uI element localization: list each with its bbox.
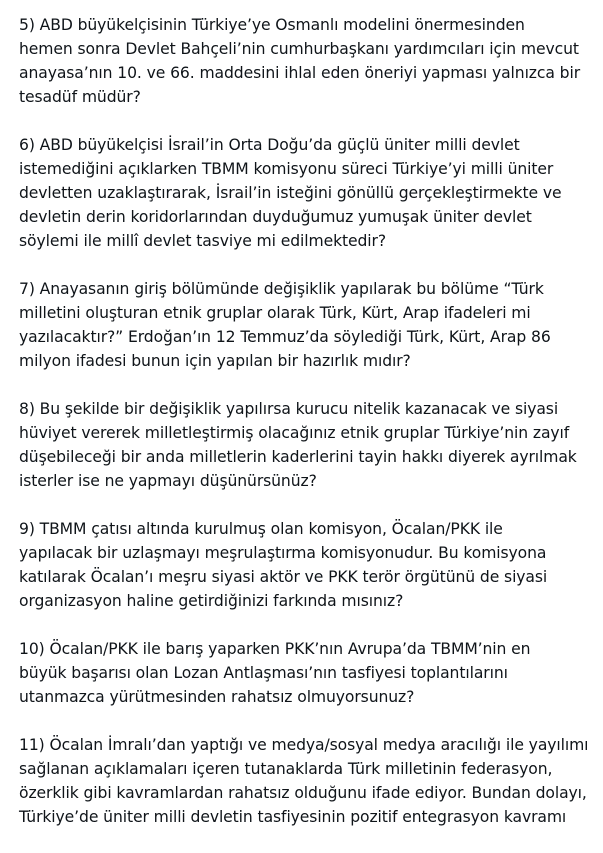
question-9: 9) TBMM çatısı altında kurulmuş olan komisyon, Öcalan/PKK ile yapılacak bir uzlaşmayı meşrulaştırma komisyonudur. Bu komisyona katılarak Öcalan’ı meşru siyasi aktör ve PKK terör örgütünü de siyasi organizasyon haline getirdiğinizi farkında mısınız? <box>19 520 548 610</box>
question-6: 6) ABD büyükelçisi İsrail’in Orta Doğu’da güçlü üniter milli devlet istemediğini açıklarken TBMM komisyonu süreci Türkiye’yi milli üniter devletten uzaklaştırarak, İsrail’in isteğini gönüllü gerçekleştirmekte ve devletin derin koridorlarından duyduğumuz yumuşak üniter devlet söylemi ile millî devlet tasviye mi edilmektedir? <box>19 136 562 250</box>
question-5: 5) ABD büyükelçisinin Türkiye’ye Osmanlı modelini önermesinden hemen sonra Devlet Bahçeli’nin cumhurbaşkanı yardımcıları için mevcut anayasa’nın 10. ve 66. maddesini ihlal eden öneriyi yapması yalnızca bir tesadüf müdür? <box>19 16 581 106</box>
post-text <box>19 13 599 853</box>
question-10: 10) Öcalan/PKK ile barış yaparken PKK’nın Avrupa’da TBMM’nin en büyük başarısı olan Lozan Antlaşması’nın tasfiyesi toplantılarını utanmazca yürütmesinden rahatsız olmuyorsunuz? <box>19 640 531 706</box>
question-8: 8) Bu şekilde bir değişiklik yapılırsa kurucu nitelik kazanacak ve siyasi hüviyet vererek milletleştirmiş olacağınız etnik gruplar Türkiye’nin zayıf düşebileceği bir anda milletlerin kaderlerini tayin hakkı diyerek ayrılmak isterler ise ne yapmayı düşünürsünüz? <box>19 400 577 490</box>
question-11: 11) Öcalan İmralı’dan yaptığı ve medya/sosyal medya aracılığı ile yayılımı sağlanan açıklamaları içeren tutanaklarda Türk milletinin federasyon, özerklik gibi kavramlardan rahatsız olduğunu ifade ediyor. Bundan dolayı, Türkiye’de üniter milli devletin tasfiyesinin pozitif entegrasyon kavramı <box>19 736 589 826</box>
question-7: 7) Anayasanın giriş bölümünde değişiklik yapılarak bu bölüme “Türk milletini oluşturan etnik gruplar olarak Türk, Kürt, Arap ifadeleri mi yazılacaktır?” Erdoğan’ın 12 Temmuz’da söylediği Türk, Kürt, Arap 86 milyon ifadesi bunun için yapılan bir hazırlık mıdır? <box>19 280 551 370</box>
